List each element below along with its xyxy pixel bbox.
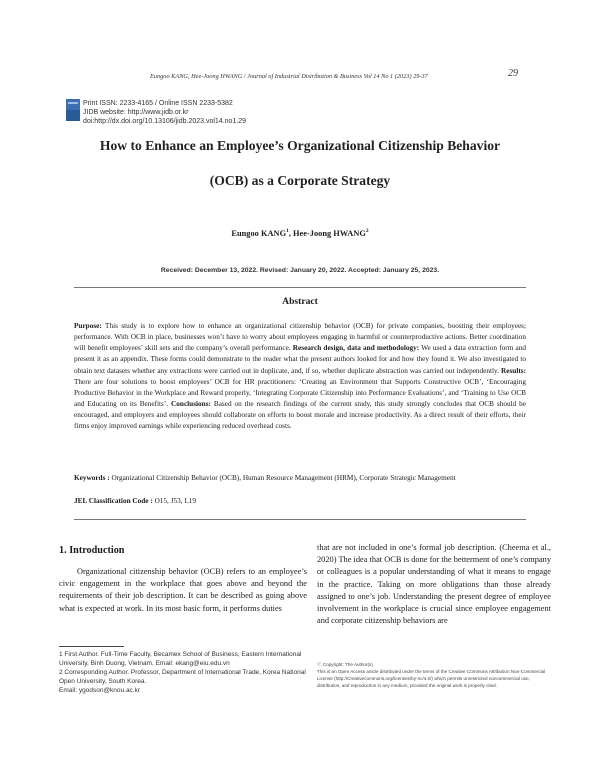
keywords (74, 474, 526, 482)
doi-line: doi:http://dx.doi.org/10.13106/jidb.2023.vol14.no1.29 (83, 118, 247, 125)
results-label: Results: (501, 366, 526, 375)
purpose-text: This study is to explore how to enhance an organizational citizenship behavior (OCB) for private companies, boosting their employees; performance. With OCB in place, businesses won’t have to worry about employees engaging in harmful or counterproductive actions. Better coordination will benefit employees’ skill sets and the company’s overall performance. (74, 322, 526, 353)
abstract-top-rule (74, 287, 526, 288)
footnotes (59, 650, 309, 695)
footnote-2-email: Email: ygodson@knou.ac.kr (59, 687, 141, 694)
conclusions-text: Based on the research findings of the current study, this study strongly concludes that OCB should be encouraged, and employers and employees should collaborate on efforts to boost morale and increase productivity. As a direct result of their efforts, their firms enjoy improved earnings while experiencing reduced overhead costs. (74, 400, 526, 431)
license-text: This is an Open Access article distributed under the terms of the Creative Commons Attribution Non-Commercial License (http://Creativecommons.org/licenses/by-nc/4.0/) which permits unrestricted noncommercial use, distribution, and reproduction in any medium, provided the original work is properly cited. (317, 669, 546, 688)
website-line: JIDB website: http://www.jidb.or.kr (83, 109, 189, 116)
results-text: There are four solutions to boost employees’ OCB for HR practitioners: ‘Creating an Environment that Supports Constructive OCB’, ‘Encouraging Productive Behavior in the Workplace and Reward properly, ‘Integrating Corporate Citizenship into Performance Evaluations’, and ‘Training to Use OCB and Educating on its Benefits’. (74, 377, 526, 409)
page-number: 29 (508, 68, 518, 79)
journal-info (83, 99, 246, 126)
author-2-sup: 2 (365, 228, 369, 234)
author-1-sup: 1 (286, 228, 289, 234)
purpose-label: Purpose: (74, 322, 102, 330)
introduction-column-1 (59, 566, 307, 615)
section-heading-introduction: 1. Introduction (59, 545, 125, 556)
keywords-label: Keywords : (74, 474, 110, 482)
intro-paragraph-1: Organizational citizenship behavior (OCB) refers to an employee’s civic engagement in the workplace that goes above and beyond the requirements of their job description. It can be described as going above what is expected at work. In its most basic form, it performs duties (59, 567, 307, 613)
running-head: Eungoo KANG, Hee-Joong HWANG / Journal of Industrial Distribution & Business Vol 14 No 1 (2023) 29-37 (150, 73, 428, 80)
copyright-notice (317, 661, 553, 689)
abstract-heading: Abstract (282, 296, 318, 307)
author-2: Hee-Joong HWANG (293, 228, 366, 238)
introduction-column-2 (317, 542, 551, 627)
author-separator: , (288, 228, 294, 238)
conclusions-label: Conclusions: (171, 400, 211, 409)
intro-paragraph-2: that are not included in one’s formal job description. (Cheema et al., 2020) The idea that OCB is done for the betterment of one’s company or colleagues is a popular understanding of what it means to engage in the practice. Taking on more obligations than those already assigned to one’s job. Understanding the present degree of employee involvement in the workplace is crucial since employee engagement and corporate citizenship behaviors are (317, 543, 551, 626)
journal-logo-icon (66, 99, 80, 121)
jel-classification (74, 497, 196, 505)
paper-title-line1: How to Enhance an Employee’s Organizational Citizenship Behavior (99, 138, 501, 153)
paper-title-line2: (OCB) as a Corporate Strategy (209, 173, 391, 188)
footnote-rule (59, 646, 124, 647)
jel-text: O15, J53, L19 (152, 497, 197, 505)
copyright-line: ⓒ Copyright: The Author(s) (317, 662, 373, 667)
footnote-2: 2 Corresponding Author. Professor, Department of International Trade, Korea National Open University, South Korea. (59, 669, 306, 685)
jel-label: JEL Classification Code : (74, 497, 153, 505)
abstract-body (74, 321, 526, 433)
author-list (0, 228, 600, 238)
design-label: Research design, data and methodology: (292, 344, 420, 353)
keywords-text: Organizational Citizenship Behavior (OCB), Human Resource Management (HRM), Corporate Strategic Management (109, 474, 456, 482)
design-text: We used a data extraction form and present it as an appendix. These forms could demonstrate to the reader what the present authors looked for and how they found it. We also investigated to obtain text datasets whether any extractions were carried out in duplicate, and, if so, whether duplicate abstraction was carried out independently. (74, 344, 526, 375)
abstract-bottom-rule (74, 519, 526, 520)
footnote-1: 1 First Author. Full-Time Faculty, Becamex School of Business, Eastern International University, Binh Duong, Vietnam. Email: ekang@eiu.edu.vn (59, 651, 302, 667)
issn-line: Print ISSN: 2233-4165 / Online ISSN 2233-5382 (83, 100, 233, 107)
author-1: Eungoo KANG (231, 228, 287, 238)
received-dates: Received: December 13, 2022. Revised: January 20, 2022. Accepted: January 25, 2023. (160, 267, 440, 274)
